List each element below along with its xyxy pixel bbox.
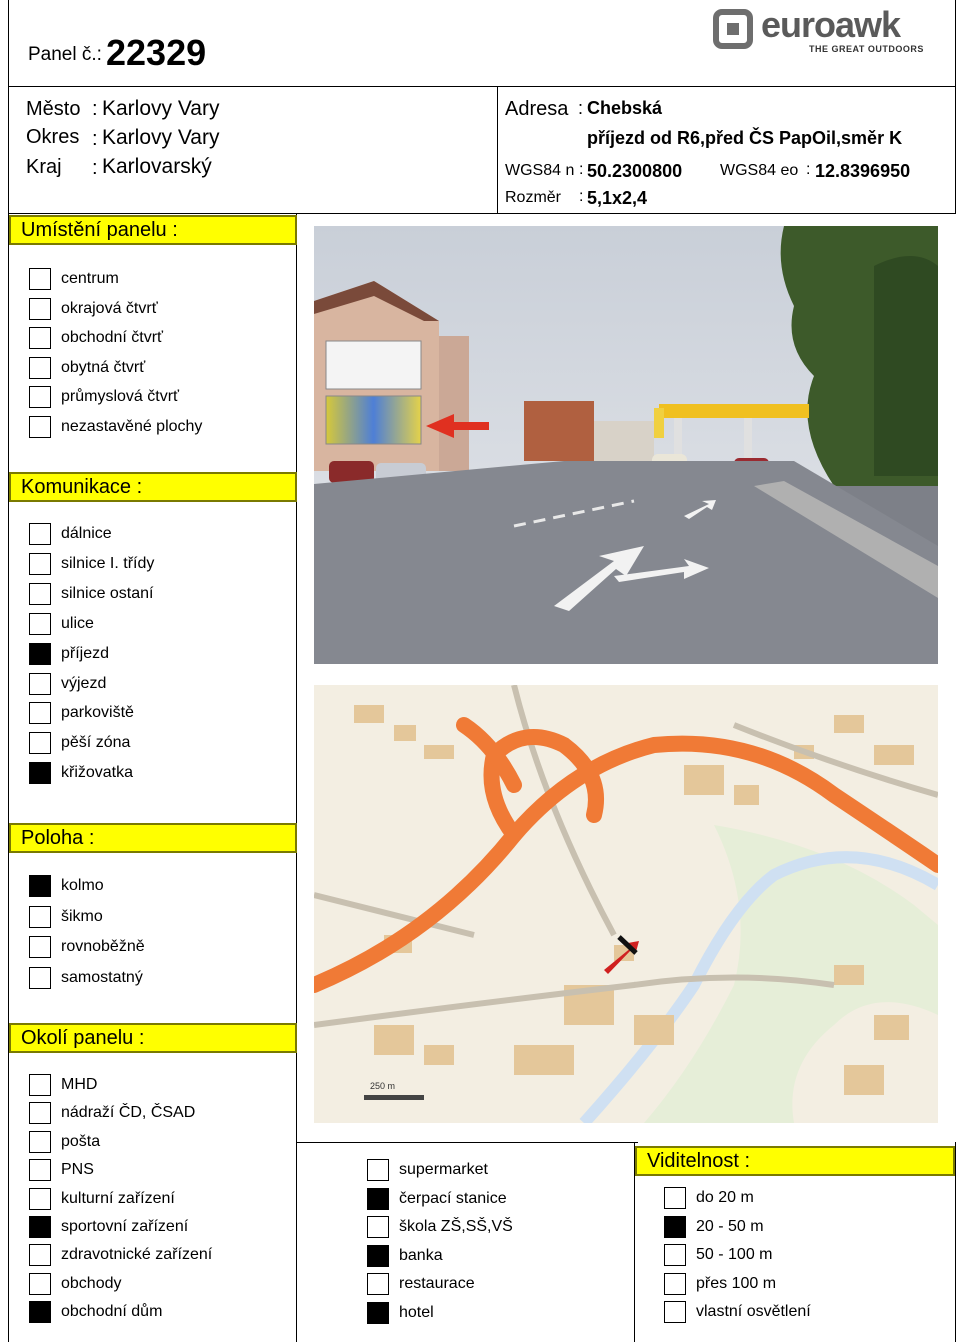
umisteni-checkbox-0[interactable] bbox=[29, 268, 51, 290]
mesto-label: Město bbox=[26, 98, 81, 120]
komunikace-section-title: Komunikace : bbox=[9, 472, 297, 502]
komunikace-option-2[interactable] bbox=[29, 583, 154, 605]
okoli-checkbox-7[interactable] bbox=[29, 1273, 51, 1295]
komunikace-label-3: ulice bbox=[61, 614, 94, 632]
komunikace-label-4: příjezd bbox=[61, 644, 110, 662]
wgs-e-value: 12.8396950 bbox=[815, 161, 911, 181]
komunikace-option-7[interactable] bbox=[29, 732, 130, 754]
okoli-option-2[interactable] bbox=[29, 1131, 100, 1153]
header-divider bbox=[8, 86, 956, 87]
okres-value: Karlovy Vary bbox=[102, 126, 220, 149]
okres-colon: : bbox=[92, 128, 98, 150]
viditelnost-option-1[interactable] bbox=[664, 1216, 764, 1238]
rozmer-colon: : bbox=[579, 188, 584, 205]
umisteni-checkbox-2[interactable] bbox=[29, 327, 51, 349]
umisteni-checkbox-1[interactable] bbox=[29, 298, 51, 320]
okoli-b-label-1: čerpací stanice bbox=[399, 1189, 507, 1207]
bottom-divider bbox=[296, 1142, 638, 1143]
okoli-checkbox-0[interactable] bbox=[29, 1074, 51, 1096]
okoli-option-5[interactable] bbox=[29, 1216, 188, 1238]
euroawk-logo bbox=[713, 6, 928, 58]
komunikace-checkbox-2[interactable] bbox=[29, 583, 51, 605]
komunikace-option-0[interactable] bbox=[29, 523, 112, 545]
komunikace-checkbox-3[interactable] bbox=[29, 613, 51, 635]
komunikace-checkbox-0[interactable] bbox=[29, 523, 51, 545]
poloha-checkbox-1[interactable] bbox=[29, 906, 51, 928]
komunikace-label-7: pěší zóna bbox=[61, 734, 131, 752]
kraj-label: Kraj bbox=[26, 156, 62, 178]
komunikace-checkbox-8[interactable] bbox=[29, 762, 51, 784]
okoli-b-option-0[interactable] bbox=[367, 1159, 488, 1181]
komunikace-option-5[interactable] bbox=[29, 673, 106, 695]
okoli-label-6: zdravotnické zařízení bbox=[61, 1246, 213, 1264]
left-column-right-border bbox=[296, 214, 297, 1342]
okoli-label-8: obchodní dům bbox=[61, 1303, 163, 1321]
okoli-b-checkbox-5[interactable] bbox=[367, 1302, 389, 1324]
viditelnost-label-1: 20 - 50 m bbox=[696, 1217, 764, 1235]
okoli-checkbox-2[interactable] bbox=[29, 1131, 51, 1153]
komunikace-checkbox-5[interactable] bbox=[29, 673, 51, 695]
rozmer-label: Rozměr bbox=[505, 189, 562, 206]
viditelnost-option-4[interactable] bbox=[664, 1301, 811, 1323]
okoli-checkbox-8[interactable] bbox=[29, 1301, 51, 1323]
umisteni-option-1[interactable] bbox=[29, 298, 158, 320]
komunikace-label-8: křižovatka bbox=[61, 764, 134, 782]
okoli-option-7[interactable] bbox=[29, 1273, 122, 1295]
okoli-label-2: pošta bbox=[61, 1132, 101, 1150]
komunikace-option-1[interactable] bbox=[29, 553, 154, 575]
poloha-checkbox-0[interactable] bbox=[29, 875, 51, 897]
umisteni-label-5: nezastavěné plochy bbox=[61, 418, 203, 435]
okoli-b-checkbox-3[interactable] bbox=[367, 1245, 389, 1267]
wgs-n-value: 50.2300800 bbox=[587, 161, 683, 181]
viditelnost-label-2: 50 - 100 m bbox=[696, 1246, 773, 1264]
umisteni-label-0: centrum bbox=[61, 270, 119, 287]
poloha-option-3[interactable] bbox=[29, 967, 143, 989]
okoli-b-label-0: supermarket bbox=[399, 1161, 488, 1178]
viditelnost-checkbox-1[interactable] bbox=[664, 1216, 686, 1238]
okoli-checkbox-6[interactable] bbox=[29, 1244, 51, 1266]
okoli-option-6[interactable] bbox=[29, 1244, 212, 1266]
panel-number: 22329 bbox=[106, 32, 207, 73]
viditelnost-label-0: do 20 m bbox=[696, 1189, 754, 1206]
rozmer-value: 5,1x2,4 bbox=[587, 188, 648, 208]
viditelnost-checkbox-2[interactable] bbox=[664, 1244, 686, 1266]
umisteni-label-2: obchodní čtvrť bbox=[61, 329, 164, 347]
wgs-e-colon: : bbox=[806, 161, 811, 178]
kraj-value: Karlovarský bbox=[102, 155, 212, 178]
viditelnost-checkbox-3[interactable] bbox=[664, 1273, 686, 1295]
umisteni-label-3: obytná čtvrť bbox=[61, 358, 146, 376]
wgs-e-label: WGS84 eo bbox=[720, 162, 799, 179]
poloha-checkbox-2[interactable] bbox=[29, 936, 51, 958]
right-border bbox=[955, 1142, 956, 1342]
umisteni-checkbox-4[interactable] bbox=[29, 386, 51, 408]
billboard-photo bbox=[314, 226, 938, 664]
viditelnost-option-0[interactable] bbox=[664, 1187, 754, 1209]
okoli-label-0: MHD bbox=[61, 1076, 98, 1093]
okoli-option-8[interactable] bbox=[29, 1301, 162, 1323]
okoli-checkbox-3[interactable] bbox=[29, 1159, 51, 1181]
poloha-label-0: kolmo bbox=[61, 877, 104, 894]
poloha-label-3: samostatný bbox=[61, 968, 143, 986]
umisteni-label-1: okrajová čtvrť bbox=[61, 299, 158, 317]
umisteni-checkbox-5[interactable] bbox=[29, 416, 51, 438]
okoli-label-1: nádraží ČD, ČSAD bbox=[61, 1104, 196, 1122]
komunikace-checkbox-1[interactable] bbox=[29, 553, 51, 575]
umisteni-option-0[interactable] bbox=[29, 268, 119, 290]
poloha-checkbox-3[interactable] bbox=[29, 967, 51, 989]
okoli-label-3: PNS bbox=[61, 1161, 94, 1179]
okoli-b-label-5: hotel bbox=[399, 1303, 434, 1321]
komunikace-option-4[interactable] bbox=[29, 643, 109, 665]
okoli-b-label-2: škola ZŠ,SŠ,VŠ bbox=[399, 1218, 513, 1235]
wgs-n-colon: : bbox=[579, 161, 584, 178]
location-map bbox=[314, 685, 938, 1123]
left-column-border bbox=[8, 214, 9, 1342]
adresa-line2: příjezd od R6,před ČS PapOil,směr K bbox=[587, 128, 903, 148]
umisteni-option-3[interactable] bbox=[29, 357, 145, 379]
okoli-option-3[interactable] bbox=[29, 1159, 94, 1181]
komunikace-label-6: parkoviště bbox=[61, 704, 134, 722]
adresa-colon: : bbox=[578, 98, 584, 118]
adresa-label: Adresa bbox=[505, 98, 569, 120]
umisteni-option-5[interactable] bbox=[29, 416, 202, 438]
okoli-label-5: sportovní zařízení bbox=[61, 1218, 189, 1235]
komunikace-label-0: dálnice bbox=[61, 525, 112, 542]
okoli-checkbox-5[interactable] bbox=[29, 1216, 51, 1238]
viditelnost-label-4: vlastní osvětlení bbox=[696, 1303, 811, 1321]
okoli-b-option-5[interactable] bbox=[367, 1302, 434, 1324]
poloha-option-0[interactable] bbox=[29, 875, 104, 897]
logo-text: euroawk bbox=[761, 4, 901, 45]
komunikace-label-1: silnice I. třídy bbox=[61, 554, 155, 572]
umisteni-option-2[interactable] bbox=[29, 327, 163, 349]
poloha-label-2: rovnoběžně bbox=[61, 938, 145, 955]
viditelnost-checkbox-0[interactable] bbox=[664, 1187, 686, 1209]
okoli-b-checkbox-0[interactable] bbox=[367, 1159, 389, 1181]
umisteni-label-4: průmyslová čtvrť bbox=[61, 388, 180, 406]
okoli-b-checkbox-4[interactable] bbox=[367, 1273, 389, 1295]
komunikace-label-2: silnice ostaní bbox=[61, 584, 154, 602]
viditelnost-label-3: přes 100 m bbox=[696, 1274, 777, 1292]
umisteni-checkbox-3[interactable] bbox=[29, 357, 51, 379]
okoli-b-label-4: restaurace bbox=[399, 1275, 475, 1292]
okoli-option-0[interactable] bbox=[29, 1074, 97, 1096]
kraj-colon: : bbox=[92, 157, 98, 179]
mesto-colon: : bbox=[92, 98, 98, 120]
komunikace-label-5: výjezd bbox=[61, 674, 107, 692]
okoli-checkbox-4[interactable] bbox=[29, 1188, 51, 1210]
okoli-b-option-1[interactable] bbox=[367, 1188, 507, 1210]
viditelnost-option-3[interactable] bbox=[664, 1273, 776, 1295]
map-scale-label: 250 m bbox=[370, 1081, 396, 1091]
poloha-option-2[interactable] bbox=[29, 936, 145, 958]
poloha-label-1: šikmo bbox=[61, 907, 103, 925]
umisteni-section-title: Umístění panelu : bbox=[9, 215, 297, 245]
okres-label: Okres bbox=[26, 126, 80, 148]
okoli-option-1[interactable] bbox=[29, 1102, 195, 1124]
mesto-value: Karlovy Vary bbox=[102, 97, 220, 120]
poloha-option-1[interactable] bbox=[29, 906, 103, 928]
okoli-b-option-2[interactable] bbox=[367, 1216, 513, 1238]
komunikace-checkbox-4[interactable] bbox=[29, 643, 51, 665]
okoli-b-option-4[interactable] bbox=[367, 1273, 475, 1295]
okoli-label-4: kulturní zařízení bbox=[61, 1189, 175, 1207]
okoli-b-option-3[interactable] bbox=[367, 1245, 443, 1267]
okoli-b-checkbox-2[interactable] bbox=[367, 1216, 389, 1238]
wgs-n-label: WGS84 n bbox=[505, 162, 575, 179]
viditelnost-section-title: Viditelnost : bbox=[635, 1146, 955, 1176]
okoli-section-title: Okolí panelu : bbox=[9, 1023, 297, 1053]
viditelnost-checkbox-4[interactable] bbox=[664, 1301, 686, 1323]
komunikace-checkbox-6[interactable] bbox=[29, 702, 51, 724]
okoli-b-checkbox-1[interactable] bbox=[367, 1188, 389, 1210]
panel-label: Panel č.: bbox=[28, 44, 102, 65]
okoli-b-label-3: banka bbox=[399, 1246, 443, 1264]
okoli-label-7: obchody bbox=[61, 1274, 122, 1292]
adresa-line1: Chebská bbox=[587, 98, 663, 118]
komunikace-checkbox-7[interactable] bbox=[29, 732, 51, 754]
okoli-option-4[interactable] bbox=[29, 1188, 175, 1210]
viditelnost-option-2[interactable] bbox=[664, 1244, 772, 1266]
okoli-checkbox-1[interactable] bbox=[29, 1102, 51, 1124]
poloha-section-title: Poloha : bbox=[9, 823, 297, 853]
header-col-divider bbox=[497, 86, 498, 214]
komunikace-option-6[interactable] bbox=[29, 702, 134, 724]
umisteni-option-4[interactable] bbox=[29, 386, 179, 408]
komunikace-option-8[interactable] bbox=[29, 762, 133, 784]
komunikace-option-3[interactable] bbox=[29, 613, 94, 635]
logo-tagline: THE GREAT OUTDOORS bbox=[809, 44, 924, 54]
